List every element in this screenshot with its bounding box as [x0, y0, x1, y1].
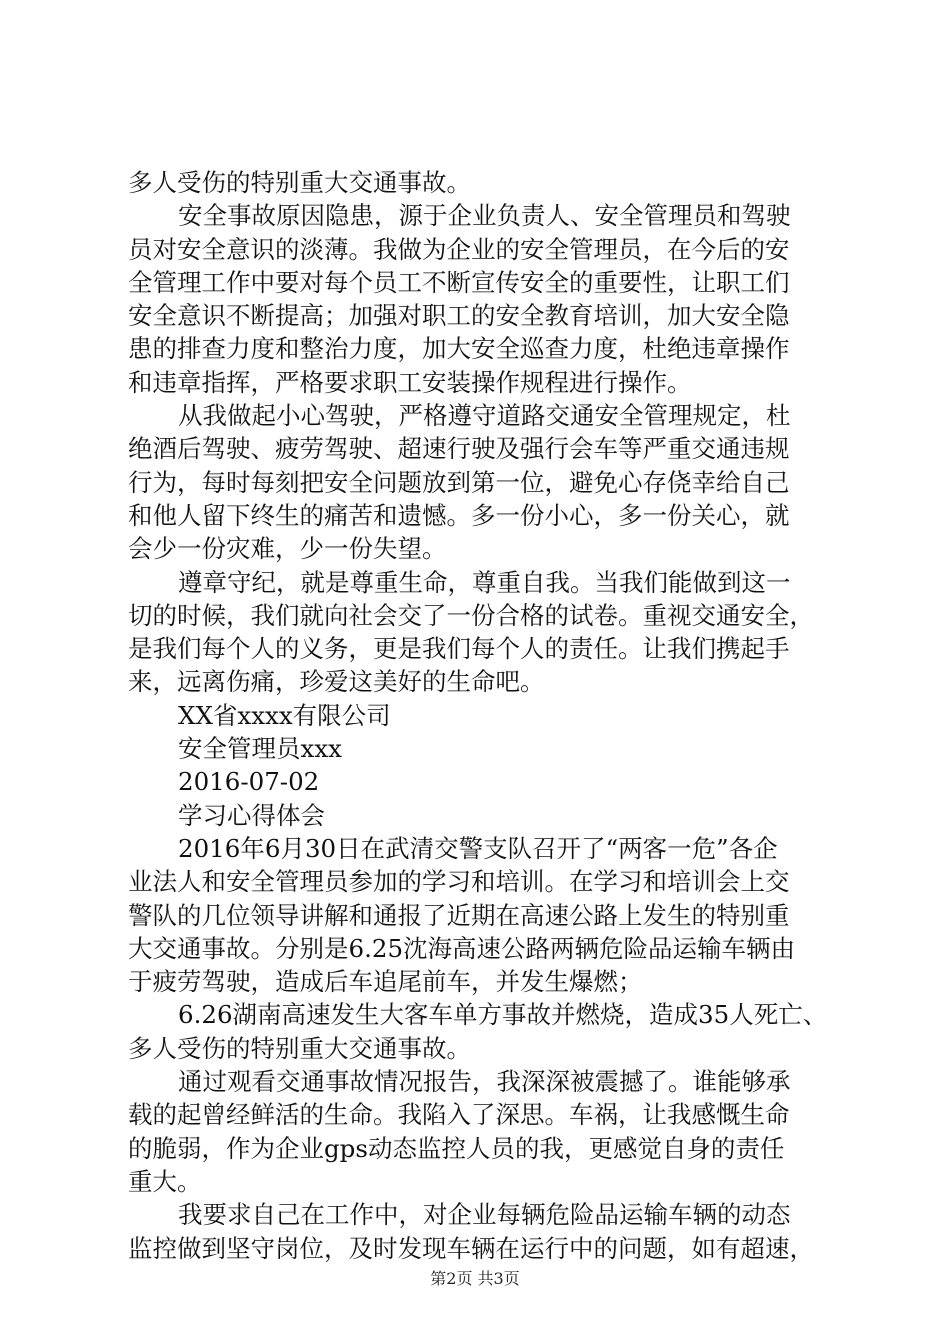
text-line: 重大。: [128, 1166, 202, 1196]
text-line: 来，远离伤痛，珍爱这美好的生命吧。: [128, 667, 545, 697]
signer-title: 安全管理员xxx: [178, 734, 342, 764]
text-line: 和他人留下终生的痛苦和遗憾。多一份小心，多一份关心，就: [128, 500, 790, 530]
text-line: 通过观看交通事故情况报告，我深深被震撼了。谁能够承: [178, 1067, 791, 1097]
text-line: 多人受伤的特别重大交通事故。: [128, 168, 471, 197]
company-name: XX省xxxx有限公司: [178, 700, 391, 730]
text-line: 和违章指挥，严格要求职工安装操作规程进行操作。: [128, 367, 692, 397]
text-line: 安全事故原因隐患，源于企业负责人、安全管理员和驾驶: [178, 201, 791, 231]
text-line: 2016年6月30日在武清交警支队召开了“两客一危”各企: [178, 833, 778, 863]
document-body: [128, 166, 828, 1265]
text-line: 于疲劳驾驶，造成后车追尾前车，并发生爆燃；: [128, 967, 643, 997]
text-line: 从我做起小心驾驶，严格遵守道路交通安全管理规定，杜: [178, 401, 791, 431]
section-heading: 学习心得体会: [178, 800, 325, 830]
text-line: 全管理工作中要对每个员工不断宣传安全的重要性，让职工们: [128, 267, 790, 297]
text-line: 安全意识不断提高；加强对职工的安全教育培训，加大安全隐: [128, 301, 790, 331]
text-line: 切的时候，我们就向社会交了一份合格的试卷。重视交通安全，: [128, 600, 814, 630]
text-line: 我要求自己在工作中，对企业每辆危险品运输车辆的动态: [178, 1200, 791, 1230]
text-line: 行为，每时每刻把安全问题放到第一位，避免心存侥幸给自己: [128, 467, 790, 497]
text-line: 载的起曾经鲜活的生命。我陷入了深思。车祸，让我感慨生命: [128, 1100, 790, 1130]
text-line: 会少一份灾难，少一份失望。: [128, 534, 447, 564]
text-line: 员对安全意识的淡薄。我做为企业的安全管理员，在今后的安: [128, 234, 790, 264]
text-line: 遵章守纪，就是尊重生命，尊重自我。当我们能做到这一: [178, 567, 791, 597]
text-line: 警队的几位领导讲解和通报了近期在高速公路上发生的特别重: [128, 900, 790, 930]
text-line: 业法人和安全管理员参加的学习和培训。在学习和培训会上交: [128, 867, 790, 897]
text-line: 患的排查力度和整治力度，加大安全巡查力度，杜绝违章操作: [128, 334, 790, 364]
text-line: 的脆弱，作为企业gps动态监控人员的我，更感觉自身的责任: [128, 1133, 785, 1163]
text-line: 大交通事故。分别是6.25沈海高速公路两辆危险品运输车辆由: [128, 933, 796, 963]
text-line: 监控做到坚守岗位，及时发现车辆在运行中的问题，如有超速，: [128, 1233, 814, 1263]
text-line: 是我们每个人的义务，更是我们每个人的责任。让我们携起手: [128, 634, 790, 664]
text-line: 多人受伤的特别重大交通事故。: [128, 1033, 471, 1063]
signature-date: 2016-07-02: [178, 767, 320, 797]
page-footer: 第2页 共3页: [430, 1269, 520, 1288]
text-line: 6.26湖南高速发生大客车单方事故并燃烧，造成35人死亡、: [178, 1000, 828, 1030]
text-line: 绝酒后驾驶、疲劳驾驶、超速行驶及强行会车等严重交通违规: [128, 434, 790, 464]
